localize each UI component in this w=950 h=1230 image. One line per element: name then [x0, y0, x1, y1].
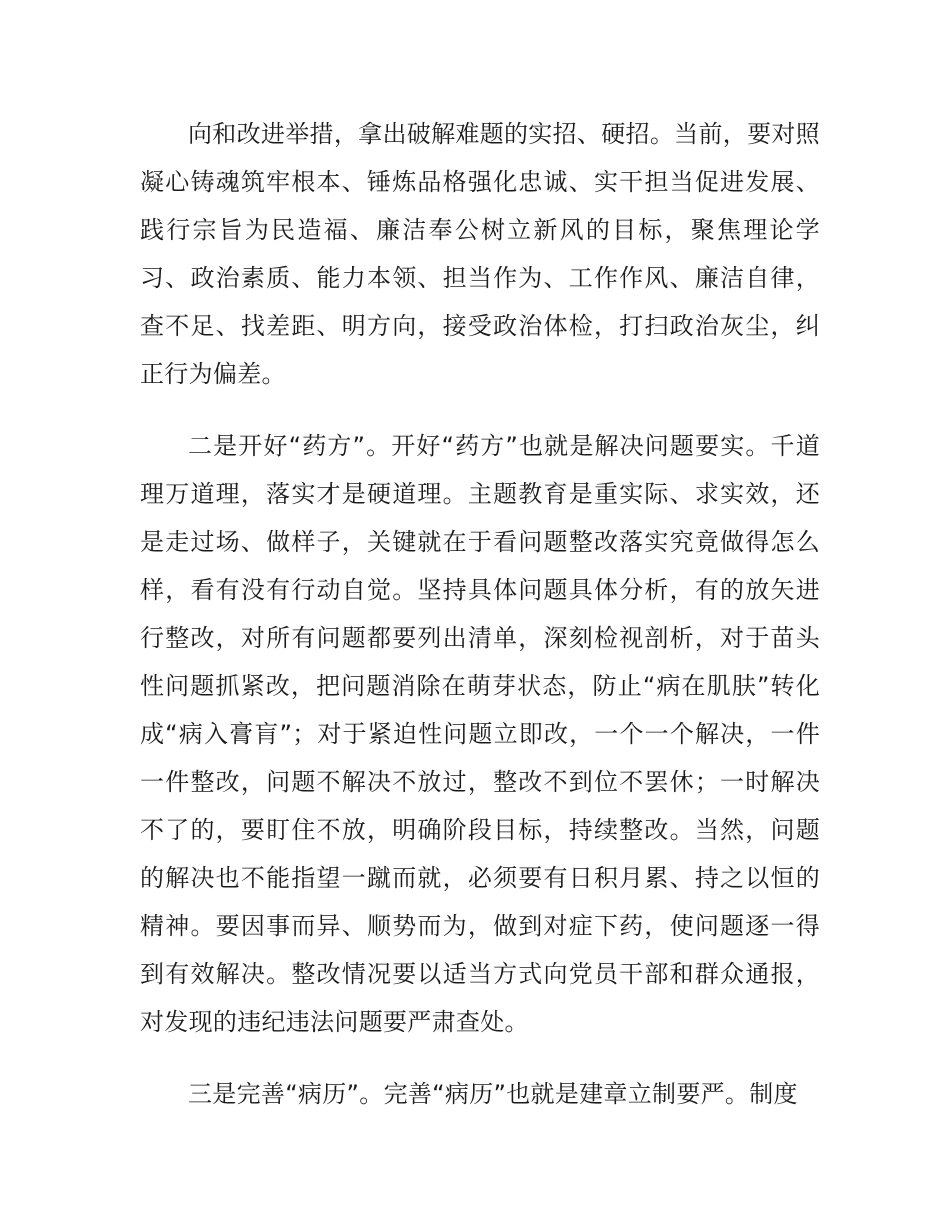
paragraph-2: 二是开好“药方”。开好“药方”也就是解决问题要实。千道理万道理，落实才是硬道理。主题教育是重实际、求实效，还是走过场、做样子，关键就在于看问题整改落实究竟做得怎么样，看有没有行动自觉。坚持具体问题具体分析，有的放矢进行整改，对所有问题都要列出清单，深刻检视剖析，对于苗头性问题抓紧改，把问题消除在萌芽状态，防止“病在肌肤”转化成“病入膏肓”；对于紧迫性问题立即改，一个一个解决，一件一件整改，问题不解决不放过，整改不到位不罢休；一时解决不了的，要盯住不放，明确阶段目标，持续整改。当然，问题的解决也不能指望一蹴而就，必须要有日积月累、持之以恒的精神。要因事而异、顺势而为，做到对症下药，使问题逐一得到有效解决。整改情况要以适当方式向党员干部和群众通报，对发现的违纪违法问题要严肃查处。: [140, 432, 820, 1036]
paragraph-3: 三是完善“病历”。完善“病历”也就是建章立制要严。制度: [188, 1080, 798, 1108]
paragraph-1: 向和改进举措，拿出破解难题的实招、硬招。当前，要对照凝心铸魂筑牢根本、锤炼品格强化忠诚、实干担当促进发展、践行宗旨为民造福、廉洁奉公树立新风的目标，聚焦理论学习、政治素质、能力本领、担当作为、工作作风、廉洁自律，查不足、找差距、明方向，接受政治体检，打扫政治灰尘，纠正行为偏差。: [140, 120, 820, 388]
document-page: [140, 110, 820, 1142]
